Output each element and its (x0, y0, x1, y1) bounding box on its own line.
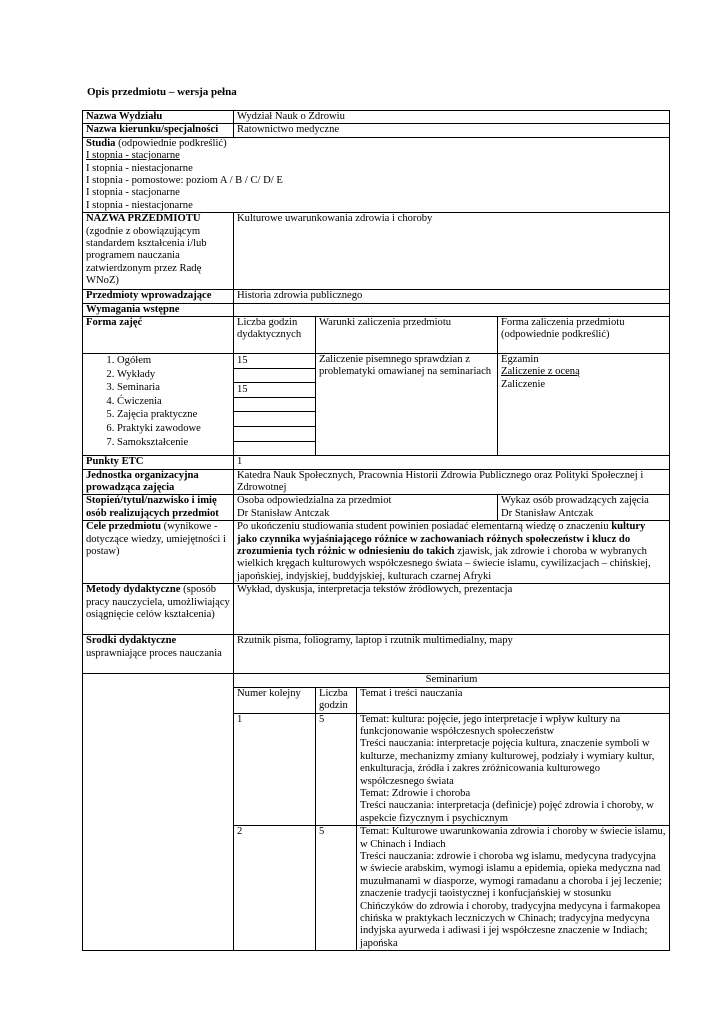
field-value: Ratownictwo medyczne (234, 124, 670, 137)
means-label-cell (83, 635, 234, 674)
form-items-cell (83, 354, 234, 456)
form-hours-value (234, 369, 315, 384)
row-field (83, 124, 670, 137)
goals-text-bold: kultury jako czynnika wyjaśniającego różnice w zachowaniach różnych społeczeństw i klucz do zrozumienia tych różnic w odniesieniu do takich (237, 521, 646, 558)
form-hours-value: 15 (234, 354, 315, 369)
goals-label: Cele przedmiotu (86, 521, 162, 533)
responsible-header: Osoba odpowiedzialna za przedmiot (237, 495, 392, 507)
row-means (83, 635, 670, 674)
form-item: 7. Samokształcenie (117, 436, 233, 450)
studies-cell (83, 137, 670, 212)
row-faculty (83, 111, 670, 124)
seminar-left-cell (83, 674, 234, 951)
form-type-header: Forma zaliczenia przedmiotu (odpowiednie podkreślić) (498, 317, 670, 354)
studies-label-note: (odpowiednie podkreślić) (115, 137, 227, 149)
form-conditions-header: Warunki zaliczenia przedmiotu (316, 317, 498, 354)
teachers-name: Dr Stanisław Antczak (501, 507, 594, 519)
form-item: 4. Ćwiczenia (117, 395, 233, 409)
unit-label: Jednostka organizacyjna prowadząca zajęcia (83, 469, 234, 495)
means-label-note: usprawniające proces nauczania (86, 647, 222, 659)
form-item: 5. Zajęcia praktyczne (117, 408, 233, 422)
goals-value (234, 521, 670, 584)
course-name-label: NAZWA PRZEDMIOTU (86, 213, 201, 225)
goals-label-cell (83, 521, 234, 584)
requirements-label: Wymagania wstępne (83, 303, 234, 316)
form-conditions-value: Zaliczenie pisemnego sprawdzian z problematyki omawianej na seminariach (316, 354, 498, 456)
row-ects (83, 456, 670, 469)
prerequisite-courses-value: Historia zdrowia publicznego (234, 290, 670, 303)
form-item: 1. Ogółem (117, 354, 233, 368)
form-hours-value (234, 427, 315, 442)
form-hours-header: Liczba godzin dydaktycznych (234, 317, 316, 354)
row-course-name (83, 213, 670, 290)
seminar-col-topic: Temat i treści nauczania (357, 687, 670, 713)
methods-label-note: (sposób pracy nauczyciela, umożliwiający osiągnięcie celów kształcenia) (86, 584, 230, 621)
form-hours-value (234, 442, 315, 456)
form-hours-value (234, 398, 315, 413)
means-value: Rzutnik pisma, foliogramy, laptop i rzutnik multimedialny, mapy (234, 635, 670, 674)
methods-value: Wykład, dyskusja, interpretacja tekstów źródłowych, prezentacja (234, 584, 670, 635)
studies-option: I stopnia - niestacjonarne (86, 162, 193, 174)
course-description-table (82, 110, 670, 951)
goals-text-start: Po ukończeniu studiowania student powinien posiadać elementarną wiedzę o znaczeniu (237, 521, 612, 533)
form-item: 3. Seminaria (117, 381, 233, 395)
studies-option: I stopnia - pomostowe: poziom A / B / C/ D/ E (86, 175, 283, 187)
faculty-value: Wydział Nauk o Zdrowiu (234, 111, 670, 124)
seminar-topic: Temat: Kulturowe uwarunkowania zdrowia i choroby w świecie islamu, w Chinach i Indiach Treści nauczania: zdrowie i choroba wg islamu, medycyna tradycyjna w świecie arabskim, wymogi islamu a epidemia, opieka medyczna nad muzułmanami w diasporze, wymogi ramadanu a choroba i jej leczenie; znaczenie tradycji taoistycznej i konfucjańskiej w stosunku Chińczyków do zdrowia i choroby, tradycyjna medycyna i farmakopea chińska w praktykach leczniczych w Chinach; tradycyjna medycyna indyjska ayurweda i adiwasi i jej współczesne znaczenie w Indiach; japońska (357, 826, 670, 951)
prerequisite-courses-label: Przedmioty wprowadzające (83, 290, 234, 303)
studies-option: I stopnia - stacjonarne (86, 187, 180, 199)
form-type-option: Egzamin (501, 354, 539, 366)
row-studies (83, 137, 670, 212)
form-hours-value: 15 (234, 383, 315, 398)
unit-value: Katedra Nauk Społecznych, Pracownia Historii Zdrowia Publicznego oraz Polityki Społecznej i Zdrowotnej (234, 469, 670, 495)
form-type-option: Zaliczenie z oceną (501, 366, 580, 378)
seminar-number: 1 (234, 713, 316, 826)
studies-label: Studia (86, 137, 116, 149)
responsible-name: Dr Stanisław Antczak (237, 507, 330, 519)
methods-label-cell (83, 584, 234, 635)
form-item: 6. Praktyki zawodowe (117, 422, 233, 436)
teachers-header: Wykaz osób prowadzących zajęcia (501, 495, 649, 507)
page-title: Opis przedmiotu – wersja pełna (87, 86, 237, 98)
ects-label: Punkty ETC (83, 456, 234, 469)
seminar-title: Seminarium (234, 674, 670, 687)
course-name-label-note: (zgodnie z obowiązującym standardem kształcenia i/lub programem nauczania zatwierdzonym przez Radę WNoZ) (86, 225, 207, 287)
requirements-value (234, 303, 670, 316)
form-items-list (83, 354, 233, 449)
field-label: Nazwa kierunku/specjalności (83, 124, 234, 137)
seminar-col-hours: Liczba godzin (316, 687, 357, 713)
row-goals (83, 521, 670, 584)
course-name-label-cell (83, 213, 234, 290)
studies-option: I stopnia - stacjonarne (86, 150, 180, 162)
goals-text-end: zjawisk, jak zdrowie i choroba w wybranych wielkich kręgach kulturowych współczesnego świata – świecie islamu, cywilizacjach – chińskiej, japońskiej, indyjskiej, buddyjskiej, kulturach czarnej Afryki (237, 546, 651, 582)
row-staff (83, 495, 670, 521)
row-methods (83, 584, 670, 635)
course-name-value: Kulturowe uwarunkowania zdrowia i choroby (234, 213, 670, 290)
form-type-option: Zaliczenie (501, 378, 546, 390)
row-unit (83, 469, 670, 495)
means-label: Środki dydaktyczne (86, 635, 177, 647)
ects-value: 1 (234, 456, 670, 469)
row-requirements (83, 303, 670, 316)
form-hours-value (234, 412, 315, 427)
row-seminar-title (83, 674, 670, 687)
studies-option: I stopnia - niestacjonarne (86, 199, 193, 211)
row-form-items (83, 354, 670, 456)
row-prerequisite-courses (83, 290, 670, 303)
row-form-header (83, 317, 670, 354)
seminar-number: 2 (234, 826, 316, 951)
form-hours-cell (234, 354, 316, 456)
form-type-cell (498, 354, 670, 456)
methods-label: Metody dydaktyczne (86, 584, 181, 596)
form-label: Forma zajęć (83, 317, 234, 354)
teachers-cell (498, 495, 670, 521)
seminar-topic: Temat: kultura: pojęcie, jego interpretacje i wpływ kultury na funkcjonowanie współczesnych społeczeństw Treści nauczania: interpretacje pojęcia kultura, znaczenie symboli w kulturze, mechanizmy zmiany kulturowej, podziały i wymiary kultur, enkulturacja, źródła i zakres zróżnicowania kulturowego współczesnego świata Temat: Zdrowie i choroba Treści nauczania: interpretacja (definicje) pojęć zdrowia i choroby, w aspekcie fizycznym i psychicznym (357, 713, 670, 826)
responsible-cell (234, 495, 498, 521)
faculty-label: Nazwa Wydziału (83, 111, 234, 124)
seminar-hours: 5 (316, 713, 357, 826)
seminar-hours: 5 (316, 826, 357, 951)
seminar-col-number: Numer kolejny (234, 687, 316, 713)
staff-label: Stopień/tytuł/nazwisko i imię osób realizujących przedmiot (83, 495, 234, 521)
form-item: 2. Wykłady (117, 368, 233, 382)
goals-label-note: (wynikowe - dotyczące wiedzy, umiejętności i postaw) (86, 521, 226, 558)
